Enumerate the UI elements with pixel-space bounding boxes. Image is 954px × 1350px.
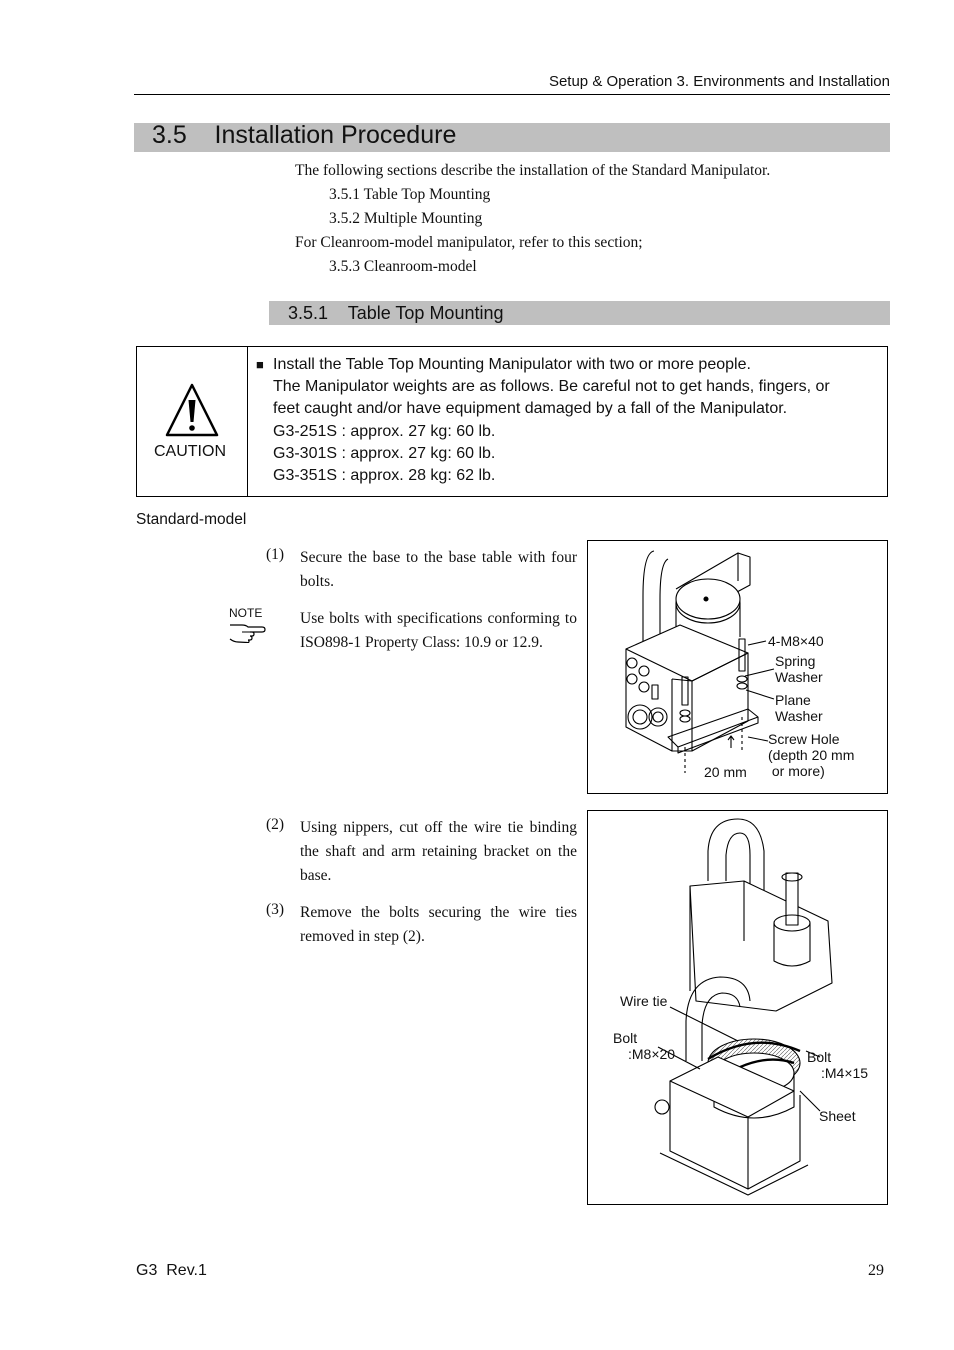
header-rule bbox=[134, 94, 890, 95]
figure-base-mounting bbox=[587, 540, 888, 794]
caution-weight-g3-351s: G3-351S : approx. 28 kg: 62 lb. bbox=[273, 467, 496, 484]
caution-line-2: The Manipulator weights are as follows. Be careful not to get hands, fingers, or bbox=[273, 378, 830, 395]
figure-wire-tie-removal bbox=[587, 810, 888, 1205]
footer-revision: G3 Rev.1 bbox=[136, 1262, 207, 1279]
step-1-number: (1) bbox=[266, 546, 285, 563]
caution-weight-g3-301s: G3-301S : approx. 27 kg: 60 lb. bbox=[273, 445, 496, 462]
step-3-number: (3) bbox=[266, 901, 285, 918]
caution-weight-g3-251s: G3-251S : approx. 27 kg: 60 lb. bbox=[273, 423, 496, 440]
intro-line-2: For Cleanroom-model manipulator, refer to this section; bbox=[295, 234, 643, 251]
caution-line-3: feet caught and/or have equipment damaged by a fall of the Manipulator. bbox=[273, 400, 788, 417]
standard-model-heading: Standard-model bbox=[136, 511, 247, 528]
subsection-title: 3.5.1 Table Top Mounting bbox=[288, 303, 504, 323]
label-screw-hole-2: (depth 20 mm bbox=[768, 747, 855, 763]
label-screw-hole-3: or more) bbox=[768, 763, 825, 779]
label-spring-washer-1: Spring bbox=[775, 653, 816, 669]
label-sheet: Sheet bbox=[819, 1108, 856, 1124]
note-label: NOTE bbox=[229, 606, 263, 620]
label-wire-tie: Wire tie bbox=[620, 993, 668, 1009]
label-bolt-left: Bolt bbox=[613, 1030, 638, 1046]
page-number: 29 bbox=[868, 1262, 884, 1279]
label-plane-washer-2: Washer bbox=[775, 708, 823, 724]
label-plane-washer-1: Plane bbox=[775, 692, 811, 708]
step-3-text: Remove the bolts securing the wire ties removed in step (2). bbox=[300, 904, 577, 945]
note-text: Use bolts with specifications conforming to ISO898-1 Property Class: 10.9 or 12.9. bbox=[300, 610, 577, 651]
label-bolt-right: Bolt bbox=[807, 1049, 832, 1065]
step-2-text: Using nippers, cut off the wire tie binding the shaft and arm retaining bracket on the base. bbox=[300, 819, 577, 884]
caution-divider bbox=[247, 346, 248, 497]
label-spring-washer-2: Washer bbox=[775, 669, 823, 685]
section-title: 3.5 Installation Procedure bbox=[152, 121, 457, 149]
intro-line-1: The following sections describe the installation of the Standard Manipulator. bbox=[295, 162, 771, 179]
intro-item-cleanroom: 3.5.3 Cleanroom-model bbox=[329, 258, 477, 275]
label-bolt-spec: 4-M8×40 bbox=[768, 633, 824, 649]
label-bolt-left-spec: :M8×20 bbox=[628, 1046, 676, 1062]
caution-line-1: Install the Table Top Mounting Manipulator with two or more people. bbox=[273, 356, 751, 373]
step-2-number: (2) bbox=[266, 816, 285, 833]
intro-item-multiple: 3.5.2 Multiple Mounting bbox=[329, 210, 483, 227]
pointing-hand-icon bbox=[228, 621, 266, 643]
step-1-text: Secure the base to the base table with four bolts. bbox=[300, 549, 577, 590]
caution-label: CAUTION bbox=[154, 443, 226, 460]
running-header: Setup & Operation 3. Environments and Installation bbox=[548, 73, 890, 90]
label-bolt-right-spec: :M4×15 bbox=[821, 1065, 869, 1081]
intro-item-table-top: 3.5.1 Table Top Mounting bbox=[329, 186, 491, 203]
warning-triangle-icon bbox=[164, 382, 220, 438]
label-depth: 20 mm bbox=[704, 764, 747, 780]
caution-bullet: ■ bbox=[256, 357, 264, 372]
label-screw-hole-1: Screw Hole bbox=[768, 731, 840, 747]
